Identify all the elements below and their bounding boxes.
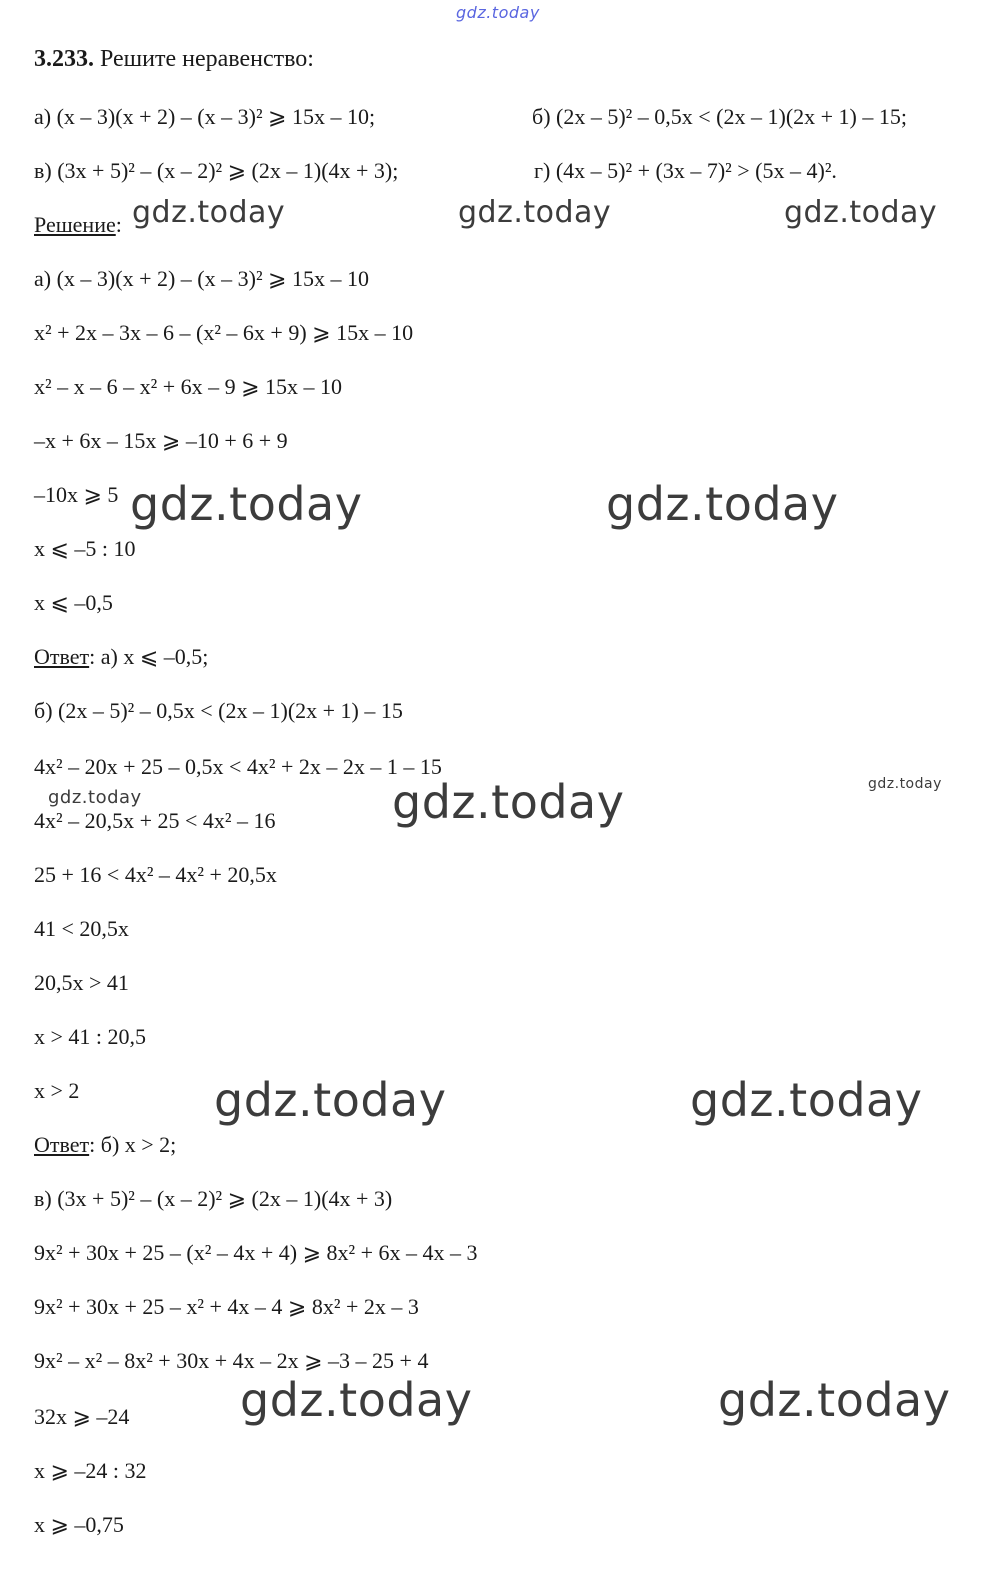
step-b-5: 41 < 20,5x: [34, 916, 129, 941]
answer-label: Ответ: [34, 644, 90, 669]
answer-a-value: : а) x ⩽ –0,5;: [89, 644, 209, 669]
watermark: gdz.today: [690, 1073, 923, 1127]
step-a-3: x² – x – 6 – x² + 6x – 9 ⩾ 15x – 10: [34, 374, 343, 399]
watermark: gdz.today: [784, 195, 938, 230]
step-b-7: x > 41 : 20,5: [34, 1024, 147, 1049]
watermark: gdz.today: [458, 195, 612, 230]
exercise-heading: [34, 46, 314, 72]
solution-label: Решение: [34, 212, 116, 237]
watermark: gdz.today: [130, 477, 363, 531]
step-v-4: 9x² – x² – 8x² + 30x + 4x – 2x ⩾ –3 – 25 + 4: [34, 1348, 429, 1373]
task-v: в) (3x + 5)² – (x – 2)² ⩾ (2x – 1)(4x + 3);: [34, 158, 399, 183]
exercise-number: 3.233.: [34, 46, 94, 72]
watermark: gdz.today: [214, 1073, 447, 1127]
step-v-2: 9x² + 30x + 25 – (x² – 4x + 4) ⩾ 8x² + 6x – 4x – 3: [34, 1240, 478, 1265]
step-b-8: x > 2: [34, 1078, 80, 1103]
step-b-6: 20,5x > 41: [34, 970, 129, 995]
watermark: gdz.today: [868, 776, 942, 792]
watermark: gdz.today: [240, 1373, 473, 1427]
step-b-2: 4x² – 20x + 25 – 0,5x < 4x² + 2x – 2x – 1 – 15: [34, 754, 442, 779]
answer-b: [34, 1132, 176, 1158]
step-v-3: 9x² + 30x + 25 – x² + 4x – 4 ⩾ 8x² + 2x – 3: [34, 1294, 419, 1319]
watermark: gdz.today: [48, 787, 142, 808]
step-v-7: x ⩾ –0,75: [34, 1512, 124, 1537]
step-a-6: x ⩽ –5 : 10: [34, 536, 136, 561]
watermark: gdz.today: [132, 195, 286, 230]
step-v-5: 32x ⩾ –24: [34, 1404, 130, 1429]
task-a: а) (x – 3)(x + 2) – (x – 3)² ⩾ 15x – 10;: [34, 104, 376, 129]
watermark-top: gdz.today: [456, 3, 540, 22]
step-v-6: x ⩾ –24 : 32: [34, 1458, 147, 1483]
step-a-5: –10x ⩾ 5: [34, 482, 119, 507]
solution-heading: Решение:: [34, 212, 122, 237]
step-a-1: а) (x – 3)(x + 2) – (x – 3)² ⩾ 15x – 10: [34, 266, 369, 291]
answer-a: [34, 644, 208, 670]
exercise-title: Решите неравенство:: [100, 46, 314, 72]
task-b: б) (2x – 5)² – 0,5x < (2x – 1)(2x + 1) – 15;: [532, 104, 907, 129]
step-b-1: б) (2x – 5)² – 0,5x < (2x – 1)(2x + 1) – 15: [34, 698, 403, 723]
answer-b-value: : б) x > 2;: [89, 1132, 177, 1157]
answer-label: Ответ: [34, 1132, 90, 1157]
task-g: г) (4x – 5)² + (3x – 7)² > (5x – 4)².: [534, 158, 837, 183]
watermark: gdz.today: [606, 477, 839, 531]
step-a-4: –x + 6x – 15x ⩾ –10 + 6 + 9: [34, 428, 288, 453]
step-a-7: x ⩽ –0,5: [34, 590, 113, 615]
step-b-4: 25 + 16 < 4x² – 4x² + 20,5x: [34, 862, 277, 887]
step-b-3: 4x² – 20,5x + 25 < 4x² – 16: [34, 808, 276, 833]
watermark: gdz.today: [392, 775, 625, 829]
step-v-1: в) (3x + 5)² – (x – 2)² ⩾ (2x – 1)(4x + 3): [34, 1186, 393, 1211]
watermark: gdz.today: [718, 1373, 951, 1427]
step-a-2: x² + 2x – 3x – 6 – (x² – 6x + 9) ⩾ 15x – 10: [34, 320, 414, 345]
